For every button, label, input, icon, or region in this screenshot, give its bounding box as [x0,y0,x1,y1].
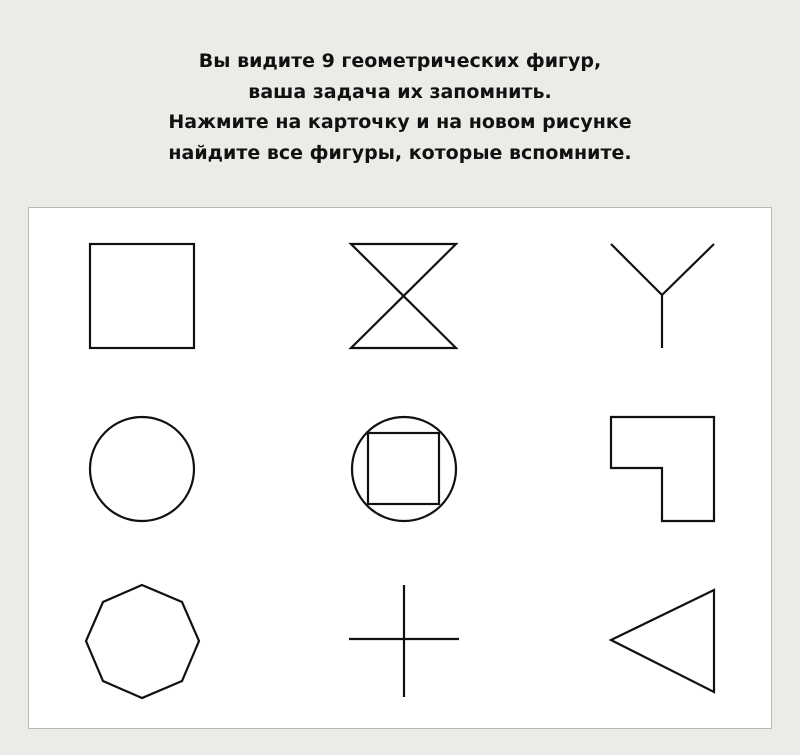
l-shape-icon [611,417,714,521]
instructions-text [0,46,800,168]
cross-shape-icon [349,585,459,697]
triangle-shape-icon [611,590,714,692]
instruction-line-3: Нажмите на карточку и на новом рисунке [168,111,632,133]
instruction-line-2: ваша задача их запомнить. [248,80,552,103]
instruction-line-1: Вы видите 9 геометрических фигур, [198,50,602,72]
instruction-line-4: найдите все фигуры, которые вспомните. [168,141,632,164]
octagon-shape-icon [86,585,199,698]
circle-shape-icon [90,417,194,521]
shapes-card[interactable] [28,207,772,729]
y-shape-icon [611,244,714,348]
square-in-circle-shape-icon [352,417,456,521]
hourglass-shape-icon [351,244,456,348]
square-shape-icon [90,244,194,348]
shapes-grid [29,208,771,728]
